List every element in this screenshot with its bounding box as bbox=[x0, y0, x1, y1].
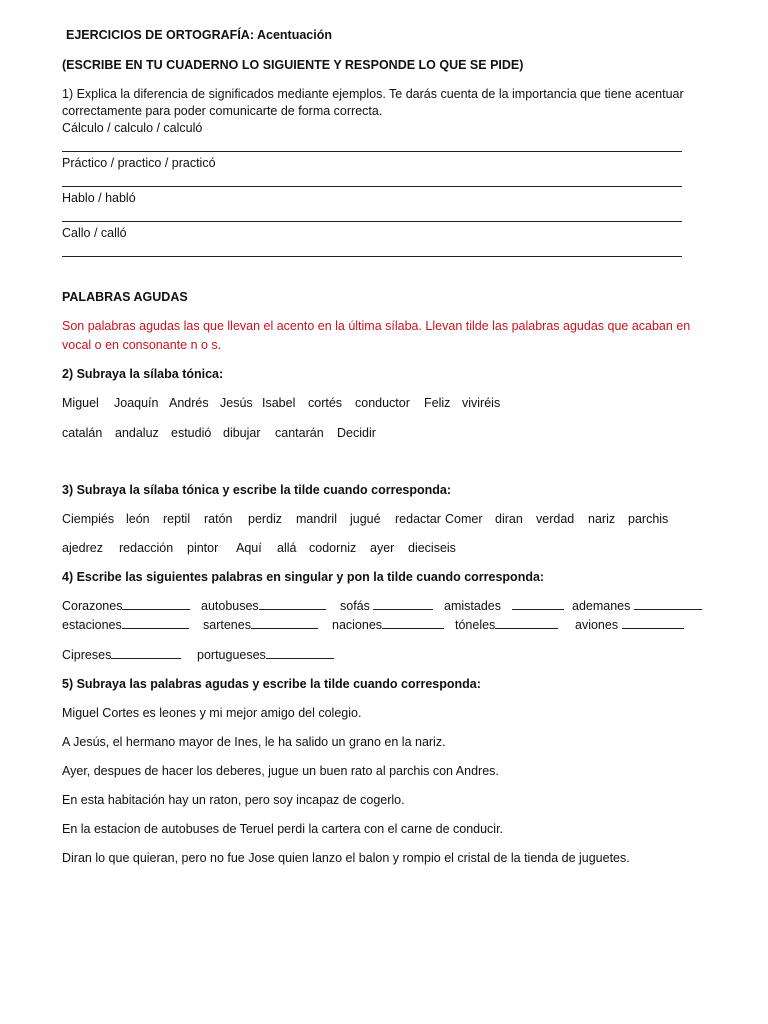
word: ratón bbox=[204, 512, 233, 526]
blank-field[interactable] bbox=[373, 598, 433, 610]
answer-line bbox=[62, 256, 682, 257]
word: perdiz bbox=[248, 512, 283, 526]
agudas-heading: PALABRAS AGUDAS bbox=[62, 290, 188, 304]
singular-item bbox=[197, 647, 334, 664]
ex5-sentence: En esta habitación hay un raton, pero soy incapaz de cogerlo. bbox=[62, 793, 405, 807]
word: Feliz bbox=[424, 396, 451, 410]
word: redacción bbox=[119, 541, 174, 555]
word: dieciseis bbox=[408, 541, 456, 555]
word: Andrés bbox=[169, 396, 209, 410]
word: pintor bbox=[187, 541, 219, 555]
singular-item bbox=[332, 617, 444, 634]
word: redactar bbox=[395, 512, 441, 526]
word: parchis bbox=[628, 512, 669, 526]
singular-item bbox=[62, 647, 181, 664]
singular-item bbox=[444, 598, 564, 615]
ex5-sentence: Miguel Cortes es leones y mi mejor amigo del colegio. bbox=[62, 706, 362, 720]
singular-item bbox=[201, 598, 326, 615]
word: Ciempiés bbox=[62, 512, 115, 526]
singular-item bbox=[62, 598, 190, 615]
word: viviréis bbox=[462, 396, 501, 410]
blank-field[interactable] bbox=[495, 617, 558, 629]
ex5-sentence: A Jesús, el hermano mayor de Ines, le ha salido un grano en la nariz. bbox=[62, 735, 446, 749]
word: sofás bbox=[340, 599, 374, 613]
blank-field[interactable] bbox=[122, 598, 190, 610]
word: ademanes bbox=[572, 599, 634, 613]
blank-field[interactable] bbox=[259, 598, 326, 610]
word: reptil bbox=[163, 512, 191, 526]
ex1-pair-1: Cálculo / calculo / calculó bbox=[62, 121, 203, 135]
word: Isabel bbox=[262, 396, 296, 410]
agudas-rule-line2: vocal o en consonante n o s. bbox=[62, 338, 222, 352]
word: Aquí bbox=[236, 541, 262, 555]
word: ajedrez bbox=[62, 541, 103, 555]
word: Cipreses bbox=[62, 648, 112, 662]
word: aviones bbox=[575, 618, 622, 632]
word: andaluz bbox=[115, 426, 159, 440]
word: jugué bbox=[350, 512, 381, 526]
ex1-pair-3: Hablo / habló bbox=[62, 191, 136, 205]
word: león bbox=[126, 512, 150, 526]
blank-field[interactable] bbox=[634, 598, 702, 610]
answer-line bbox=[62, 221, 682, 222]
singular-item bbox=[203, 617, 318, 634]
word: diran bbox=[495, 512, 523, 526]
blank-field[interactable] bbox=[251, 617, 318, 629]
ex1-line2: correctamente para poder comunicarte de forma correcta. bbox=[62, 104, 383, 118]
word: amistades bbox=[444, 599, 505, 613]
singular-item bbox=[572, 598, 702, 615]
blank-field[interactable] bbox=[266, 647, 334, 659]
agudas-rule-line1: Son palabras agudas las que llevan el acento en la última sílaba. Llevan tilde las palabras agudas que acaban en bbox=[62, 319, 691, 333]
word: estaciones bbox=[62, 618, 122, 632]
word: Miguel bbox=[62, 396, 99, 410]
ex1-line1: 1) Explica la diferencia de significados mediante ejemplos. Te darás cuenta de la importancia que tiene acentuar bbox=[62, 87, 684, 101]
blank-field[interactable] bbox=[382, 617, 444, 629]
ex3-title: 3) Subraya la sílaba tónica y escribe la tilde cuando corresponda: bbox=[62, 483, 452, 497]
singular-item bbox=[455, 617, 558, 634]
answer-line bbox=[62, 186, 682, 187]
word: Comer bbox=[445, 512, 483, 526]
word: naciones bbox=[332, 618, 383, 632]
blank-field[interactable] bbox=[512, 598, 564, 610]
word: codorniz bbox=[309, 541, 357, 555]
word: ayer bbox=[370, 541, 395, 555]
word: nariz bbox=[588, 512, 616, 526]
ex5-sentence: Diran lo que quieran, pero no fue Jose quien lanzo el balon y rompio el cristal de la tienda de juguetes. bbox=[62, 851, 630, 865]
singular-item bbox=[575, 617, 684, 634]
singular-item bbox=[340, 598, 433, 615]
word: mandril bbox=[296, 512, 337, 526]
word: conductor bbox=[355, 396, 410, 410]
singular-item bbox=[62, 617, 189, 634]
ex5-title: 5) Subraya las palabras agudas y escribe la tilde cuando corresponda: bbox=[62, 677, 481, 691]
blank-field[interactable] bbox=[122, 617, 189, 629]
ex1-pair-2: Práctico / practico / practicó bbox=[62, 156, 216, 170]
word: dibujar bbox=[223, 426, 261, 440]
word: catalán bbox=[62, 426, 103, 440]
word: portugueses bbox=[197, 648, 266, 662]
answer-line bbox=[62, 151, 682, 152]
word: allá bbox=[277, 541, 297, 555]
page-title: EJERCICIOS DE ORTOGRAFÍA: Acentuación bbox=[66, 28, 333, 42]
blank-field[interactable] bbox=[111, 647, 181, 659]
word: Joaquín bbox=[114, 396, 159, 410]
ex4-title: 4) Escribe las siguientes palabras en singular y pon la tilde cuando corresponda: bbox=[62, 570, 545, 584]
word: Corazones bbox=[62, 599, 123, 613]
word: tóneles bbox=[455, 618, 496, 632]
ex5-sentence: Ayer, despues de hacer los deberes, jugue un buen rato al parchis con Andres. bbox=[62, 764, 499, 778]
word: Jesús bbox=[220, 396, 253, 410]
word: Decidir bbox=[337, 426, 376, 440]
blank-field[interactable] bbox=[622, 617, 684, 629]
word: verdad bbox=[536, 512, 575, 526]
ex1-pair-4: Callo / calló bbox=[62, 226, 127, 240]
word: autobuses bbox=[201, 599, 259, 613]
ex2-title: 2) Subraya la sílaba tónica: bbox=[62, 367, 224, 381]
ex5-sentence: En la estacion de autobuses de Teruel perdi la cartera con el carne de conducir. bbox=[62, 822, 504, 836]
instruction: (ESCRIBE EN TU CUADERNO LO SIGUIENTE Y RESPONDE LO QUE SE PIDE) bbox=[62, 58, 524, 72]
word: sartenes bbox=[203, 618, 251, 632]
word: estudió bbox=[171, 426, 212, 440]
word: cantarán bbox=[275, 426, 324, 440]
word: cortés bbox=[308, 396, 343, 410]
